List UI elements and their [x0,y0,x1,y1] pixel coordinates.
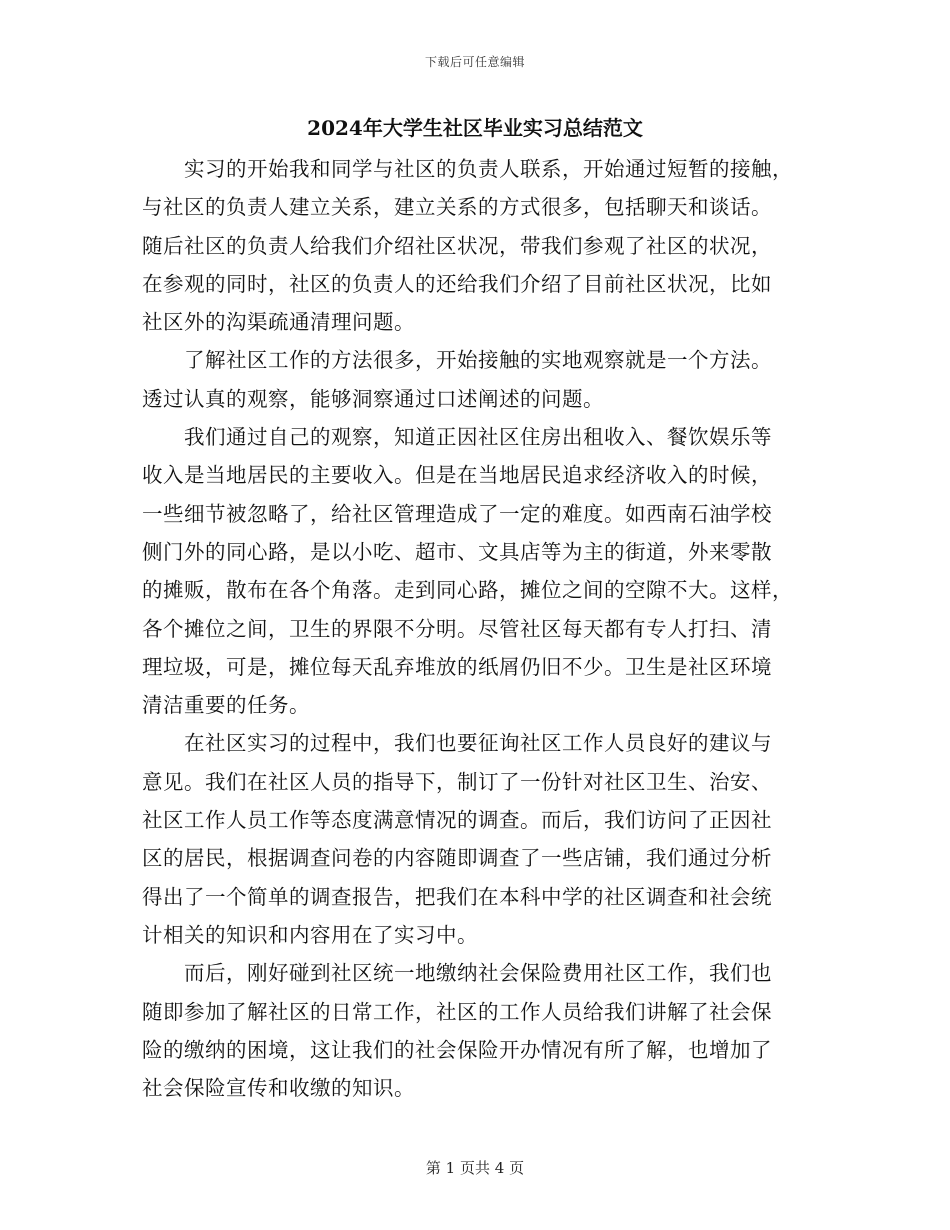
text-line: 社区工作人员工作等态度满意情况的调查。而后，我们访问了正因社 [142,808,772,833]
text-line: 随后社区的负责人给我们介绍社区状况，带我们参观了社区的状况， [142,233,772,258]
text-line: 区的居民，根据调查问卷的内容随即调查了一些店铺，我们通过分析 [142,846,772,871]
text-line: 计相关的知识和内容用在了实习中。 [142,922,478,947]
text-line: 透过认真的观察，能够洞察通过口述阐述的问题。 [142,386,604,411]
document-title: 2024年大学生社区毕业实习总结范文 [307,116,643,140]
text-line: 与社区的负责人建立关系，建立关系的方式很多，包括聊天和谈话。 [142,195,772,220]
text-line: 社会保险宣传和收缴的知识。 [142,1076,415,1101]
text-line: 得出了一个简单的调查报告，把我们在本科中学的社区调查和社会统 [142,884,772,909]
document-body [142,150,812,1107]
text-line: 随即参加了解社区的日常工作，社区的工作人员给我们讲解了社会保 [142,999,772,1024]
paragraph [142,954,812,1107]
text-line: 实习的开始我和同学与社区的负责人联系，开始通过短暂的接触， [142,157,793,181]
text-line: 而后，刚好碰到社区统一地缴纳社会保险费用社区工作，我们也 [142,961,772,986]
text-line: 清洁重要的任务。 [142,693,310,718]
text-line: 理垃圾，可是，摊位每天乱弃堆放的纸屑仍旧不少。卫生是社区环境 [142,654,772,679]
text-line: 各个摊位之间，卫生的界限不分明。尽管社区每天都有专人打扫、清 [142,616,772,641]
text-line: 在参观的同时，社区的负责人的还给我们介绍了目前社区状况，比如 [142,271,772,296]
paragraph [142,418,812,724]
paragraph [142,724,812,954]
text-line: 的摊贩，散布在各个角落。走到同心路，摊位之间的空隙不大。这样， [142,578,793,603]
text-line: 我们通过自己的观察，知道正因社区住房出租收入、餐饮娱乐等 [142,425,772,450]
text-line: 在社区实习的过程中，我们也要征询社区工作人员良好的建议与 [142,731,772,756]
text-line: 收入是当地居民的主要收入。但是在当地居民追求经济收入的时候， [142,463,772,488]
text-line: 险的缴纳的困境，这让我们的社会保险开办情况有所了解，也增加了 [142,1037,772,1062]
text-line: 侧门外的同心路，是以小吃、超市、文具店等为主的街道，外来零散 [142,539,772,564]
text-line: 一些细节被忽略了，给社区管理造成了一定的难度。如西南石油学校 [142,501,772,526]
text-line: 意见。我们在社区人员的指导下，制订了一份针对社区卫生、治安、 [142,769,772,794]
header-note: 下载后可任意编辑 [424,55,525,69]
paragraph [142,341,812,418]
paragraph [142,150,812,341]
page-number: 第 1 页共 4 页 [425,1159,525,1177]
text-line: 社区外的沟渠疏通清理问题。 [142,310,415,335]
text-line: 了解社区工作的方法很多，开始接触的实地观察就是一个方法。 [142,348,772,373]
